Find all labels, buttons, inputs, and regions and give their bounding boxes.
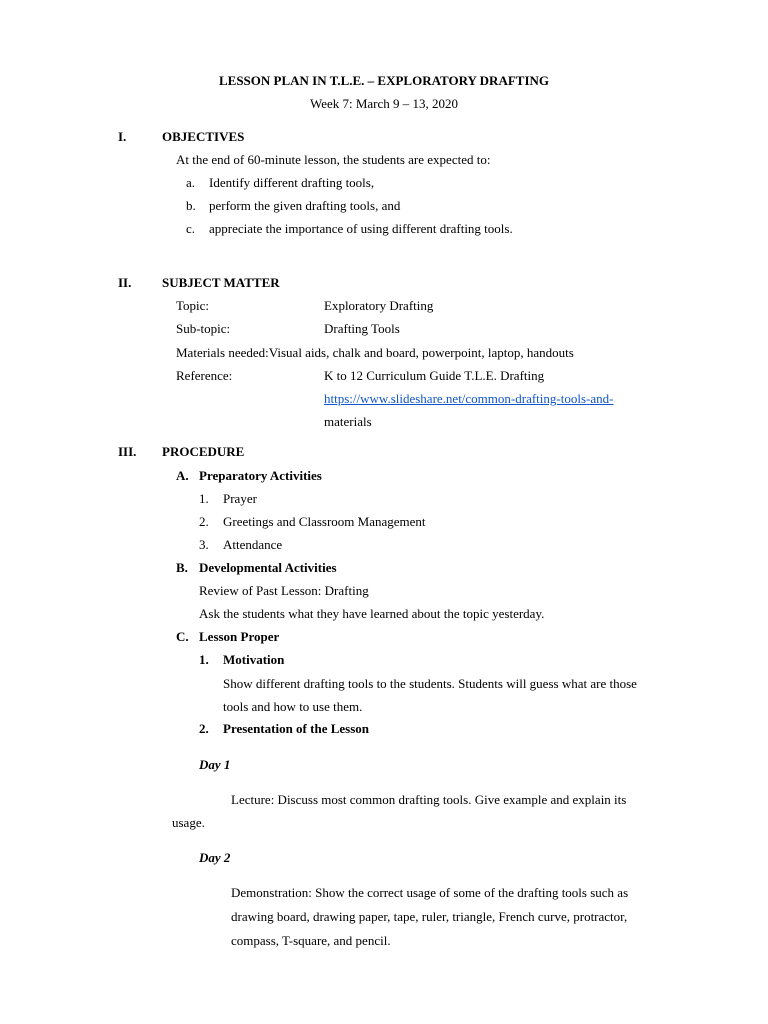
day-2-text-line1: Demonstration: Show the correct usage of some of the drafting tools such as (231, 885, 629, 900)
subsection-heading-developmental: Developmental Activities (199, 560, 337, 575)
objective-item-c: appreciate the importance of using different drafting tools. (209, 221, 513, 236)
day-1-label: Day 1 (199, 757, 231, 772)
objective-item-a: Identify different drafting tools, (209, 175, 375, 190)
preparatory-marker-1: 1. (199, 491, 209, 506)
preparatory-item-attendance: Attendance (223, 537, 283, 552)
topic-value: Exploratory Drafting (324, 298, 434, 313)
subtopic-label: Sub-topic: (176, 321, 231, 336)
subsection-marker-c: C. (176, 629, 189, 644)
subtopic-value: Drafting Tools (324, 321, 400, 336)
objective-marker-a: a. (186, 175, 196, 190)
section-numeral-i: I. (118, 129, 127, 144)
day-1-text-line1: Lecture: Discuss most common drafting tools. Give example and explain its (231, 792, 627, 807)
motivation-heading: Motivation (223, 652, 285, 667)
section-numeral-ii: II. (118, 275, 132, 290)
materials-line (176, 346, 574, 359)
subsection-heading-lesson-proper: Lesson Proper (199, 629, 280, 644)
subsection-heading-preparatory: Preparatory Activities (199, 468, 322, 483)
motivation-text-line1: Show different drafting tools to the students. Students will guess what are those (223, 676, 637, 691)
section-numeral-iii: III. (118, 444, 137, 459)
subsection-marker-a: A. (176, 468, 189, 483)
objectives-intro: At the end of 60-minute lesson, the students are expected to: (176, 152, 491, 167)
subsection-marker-b: B. (176, 560, 188, 575)
day-1-text-line2: usage. (172, 815, 205, 830)
section-heading-subject-matter: SUBJECT MATTER (162, 275, 280, 290)
reference-link[interactable]: https://www.slideshare.net/common-drafting-tools-and- (324, 391, 614, 406)
materials-label: Materials needed: (176, 345, 269, 360)
day-2-text-line2: drawing board, drawing paper, tape, ruler, triangle, French curve, protractor, (231, 909, 628, 924)
reference-link-line (324, 392, 613, 405)
objective-marker-b: b. (186, 198, 196, 213)
presentation-heading: Presentation of the Lesson (223, 721, 370, 736)
section-heading-procedure: PROCEDURE (162, 444, 245, 459)
developmental-review: Review of Past Lesson: Drafting (199, 583, 369, 598)
day-2-text-line3: compass, T-square, and pencil. (231, 933, 391, 948)
reference-value: K to 12 Curriculum Guide T.L.E. Drafting (324, 368, 545, 383)
reference-label: Reference: (176, 368, 233, 383)
materials-value: Visual aids, chalk and board, powerpoint, laptop, handouts (268, 345, 574, 360)
section-heading-objectives: OBJECTIVES (162, 129, 245, 144)
objective-marker-c: c. (186, 221, 196, 236)
reference-link-continued: materials (324, 414, 372, 429)
developmental-ask: Ask the students what they have learned about the topic yesterday. (199, 606, 545, 621)
motivation-text-line2: tools and how to use them. (223, 699, 363, 714)
preparatory-marker-3: 3. (199, 537, 209, 552)
presentation-marker: 2. (199, 721, 209, 736)
day-2-label: Day 2 (199, 850, 231, 865)
week-line: Week 7: March 9 – 13, 2020 (309, 96, 459, 111)
preparatory-marker-2: 2. (199, 514, 209, 529)
preparatory-item-greetings: Greetings and Classroom Management (223, 514, 426, 529)
topic-label: Topic: (176, 298, 210, 313)
motivation-marker: 1. (199, 652, 209, 667)
preparatory-item-prayer: Prayer (223, 491, 257, 506)
objective-item-b: perform the given drafting tools, and (209, 198, 401, 213)
document-title: LESSON PLAN IN T.L.E. – EXPLORATORY DRAFTING (218, 73, 549, 88)
